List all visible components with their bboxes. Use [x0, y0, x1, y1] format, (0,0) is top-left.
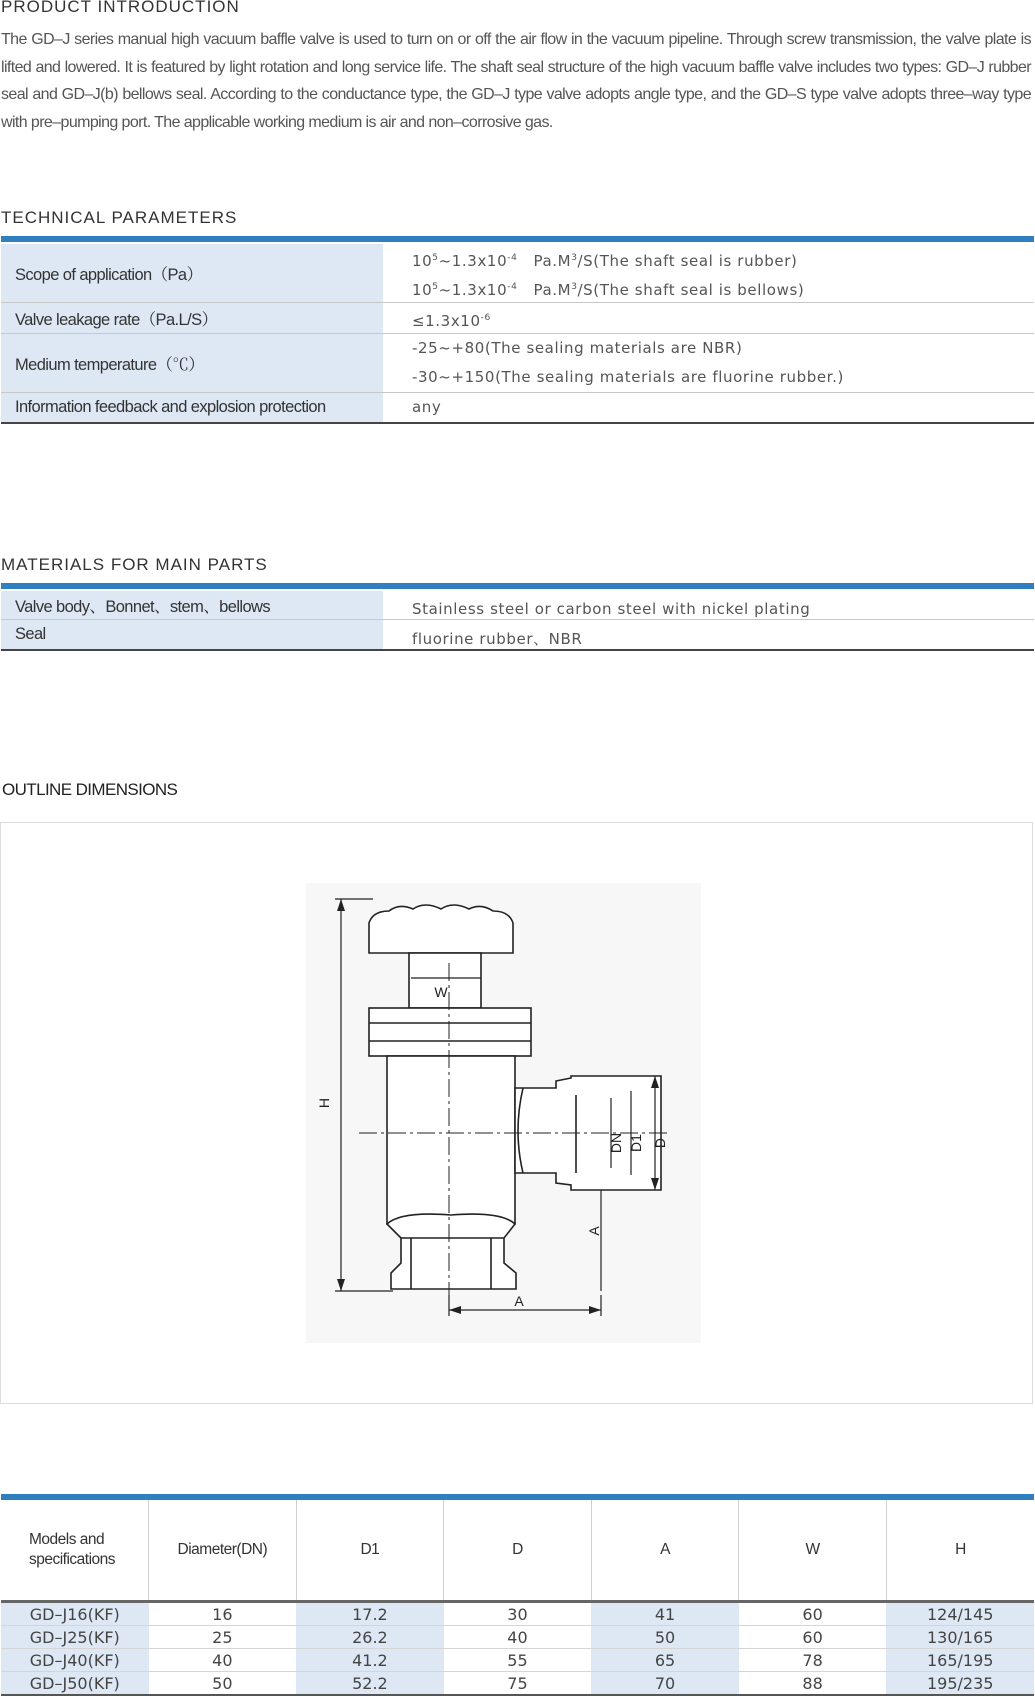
spec-row	[1, 1672, 1034, 1696]
dimensions-title: OUTLINE DIMENSIONS	[2, 780, 178, 799]
spec-cell: 52.2	[296, 1672, 444, 1696]
superscript: 3	[571, 253, 578, 263]
intro-title: PRODUCT INTRODUCTION	[1, 0, 240, 16]
spec-header: H	[886, 1500, 1034, 1602]
superscript: -4	[507, 253, 518, 263]
materials-value: fluorine rubber、NBR	[383, 620, 1034, 651]
spec-row	[1, 1649, 1034, 1672]
spec-cell: GD–J16(KF)	[1, 1602, 149, 1626]
spec-cell: 124/145	[886, 1602, 1034, 1626]
spec-cell: 75	[444, 1672, 592, 1696]
materials-label: Valve body、Bonnet、stem、bellows	[1, 591, 383, 620]
tech-value	[383, 334, 1034, 393]
spec-header: Models and specifications	[1, 1500, 149, 1602]
tech-title: TECHNICAL PARAMETERS	[1, 208, 238, 227]
tech-value-line: $10^5\sim 1.3x10^{-4}$ $Pa.M^3/S(The$ shaft seal is bellows)	[412, 281, 805, 299]
materials-accent-bar	[1, 583, 1034, 589]
tech-label: Information feedback and explosion protection	[1, 393, 383, 424]
tech-row	[1, 303, 1034, 334]
spec-cell: 88	[739, 1672, 887, 1696]
specifications-table	[1, 1500, 1034, 1696]
tech-accent-bar	[1, 236, 1034, 242]
spec-row	[1, 1626, 1034, 1649]
spec-cell: 17.2	[296, 1602, 444, 1626]
spec-cell: 26.2	[296, 1626, 444, 1649]
spec-header: W	[739, 1500, 887, 1602]
materials-row	[1, 620, 1034, 651]
spec-header: Diameter(DN)	[149, 1500, 297, 1602]
tech-value	[383, 393, 1034, 424]
tech-label: Valve leakage rate（Pa.L/S）	[1, 303, 383, 334]
tech-row	[1, 334, 1034, 393]
spec-cell: 165/195	[886, 1649, 1034, 1672]
tech-value-line: $\le 1.3x10^{-6}$	[412, 311, 491, 330]
materials-title: MATERIALS FOR MAIN PARTS	[1, 555, 268, 574]
spec-cell: 70	[591, 1672, 739, 1696]
intro-text: The GD–J series manual high vacuum baffle valve is used to turn on or off the air flow in the vacuum pipeline. Through screw transmission, the valve plate is lifted and lowered. It is featured by light rotation and long service life. The shaft seal structure of the high vacuum baffle valve includes two types: GD–J rubber seal and GD–J(b) bellows seal. According to the conductance type, the GD–J type valve adopts angle type, and the GD–S type valve adopts three–way type with pre–pumping port. The applicable working medium is air and non–corrosive gas.	[1, 31, 1031, 131]
tech-parameters-table	[1, 244, 1034, 424]
spec-cell: GD–J25(KF)	[1, 1626, 149, 1649]
materials-value: Stainless steel or carbon steel with nickel plating	[383, 591, 1034, 620]
superscript: 5	[432, 282, 439, 292]
superscript: 5	[432, 253, 439, 263]
tech-row	[1, 393, 1034, 424]
materials-label: Seal	[1, 620, 383, 651]
spec-cell: 41.2	[296, 1649, 444, 1672]
tech-label: Medium temperature（℃）	[1, 334, 383, 393]
spec-row	[1, 1602, 1034, 1626]
spec-cell: 41	[591, 1602, 739, 1626]
tech-value	[383, 303, 1034, 334]
spec-cell: 65	[591, 1649, 739, 1672]
superscript: -6	[480, 312, 491, 323]
label-d: D	[652, 1137, 668, 1149]
spec-cell: 195/235	[886, 1672, 1034, 1696]
valve-body	[387, 1056, 515, 1224]
materials-table	[1, 591, 1034, 651]
spec-cell: 50	[149, 1672, 297, 1696]
bottom-port	[387, 1214, 516, 1289]
spec-cell: 16	[149, 1602, 297, 1626]
spec-cell: GD–J50(KF)	[1, 1672, 149, 1696]
label-a-horizontal: A	[514, 1293, 524, 1309]
superscript: -4	[507, 282, 518, 292]
spec-cell: 25	[149, 1626, 297, 1649]
tech-row	[1, 244, 1034, 303]
spec-cell: 40	[149, 1649, 297, 1672]
valve-outline-diagram	[1, 823, 1034, 1405]
outline-diagram-panel	[0, 822, 1033, 1404]
spec-cell: 78	[739, 1649, 887, 1672]
spec-header-row	[1, 1500, 1034, 1602]
tech-value-line: -30~+150(The sealing materials are fluorine rubber.)	[412, 368, 844, 386]
bonnet-flange	[369, 1008, 531, 1056]
spec-cell: 40	[444, 1626, 592, 1649]
label-w: W	[434, 984, 448, 1000]
superscript: 3	[571, 282, 578, 292]
tech-value-line: any	[412, 398, 442, 416]
spec-cell: 60	[739, 1626, 887, 1649]
spec-cell: 55	[444, 1649, 592, 1672]
handwheel	[369, 905, 513, 953]
label-dn: DN	[608, 1132, 624, 1154]
tech-value-line: -25~+80(The sealing materials are NBR)	[412, 339, 743, 357]
spec-cell: 30	[444, 1602, 592, 1626]
label-d1: D1	[628, 1134, 644, 1152]
spec-header: D	[444, 1500, 592, 1602]
tech-label: Scope of application（Pa）	[1, 244, 383, 303]
tech-value	[383, 244, 1034, 303]
spec-header: A	[591, 1500, 739, 1602]
label-h: H	[316, 1097, 332, 1109]
spec-cell: GD–J40(KF)	[1, 1649, 149, 1672]
materials-row	[1, 591, 1034, 620]
spec-cell: 130/165	[886, 1626, 1034, 1649]
spec-header: D1	[296, 1500, 444, 1602]
spec-cell: 50	[591, 1626, 739, 1649]
label-a-vertical: A	[586, 1226, 602, 1236]
tech-value-line: $10^5\sim 1.3x10^{-4}$ $Pa.M^3/S(The$ shaft seal is rubber)	[412, 252, 798, 270]
spec-cell: 60	[739, 1602, 887, 1626]
